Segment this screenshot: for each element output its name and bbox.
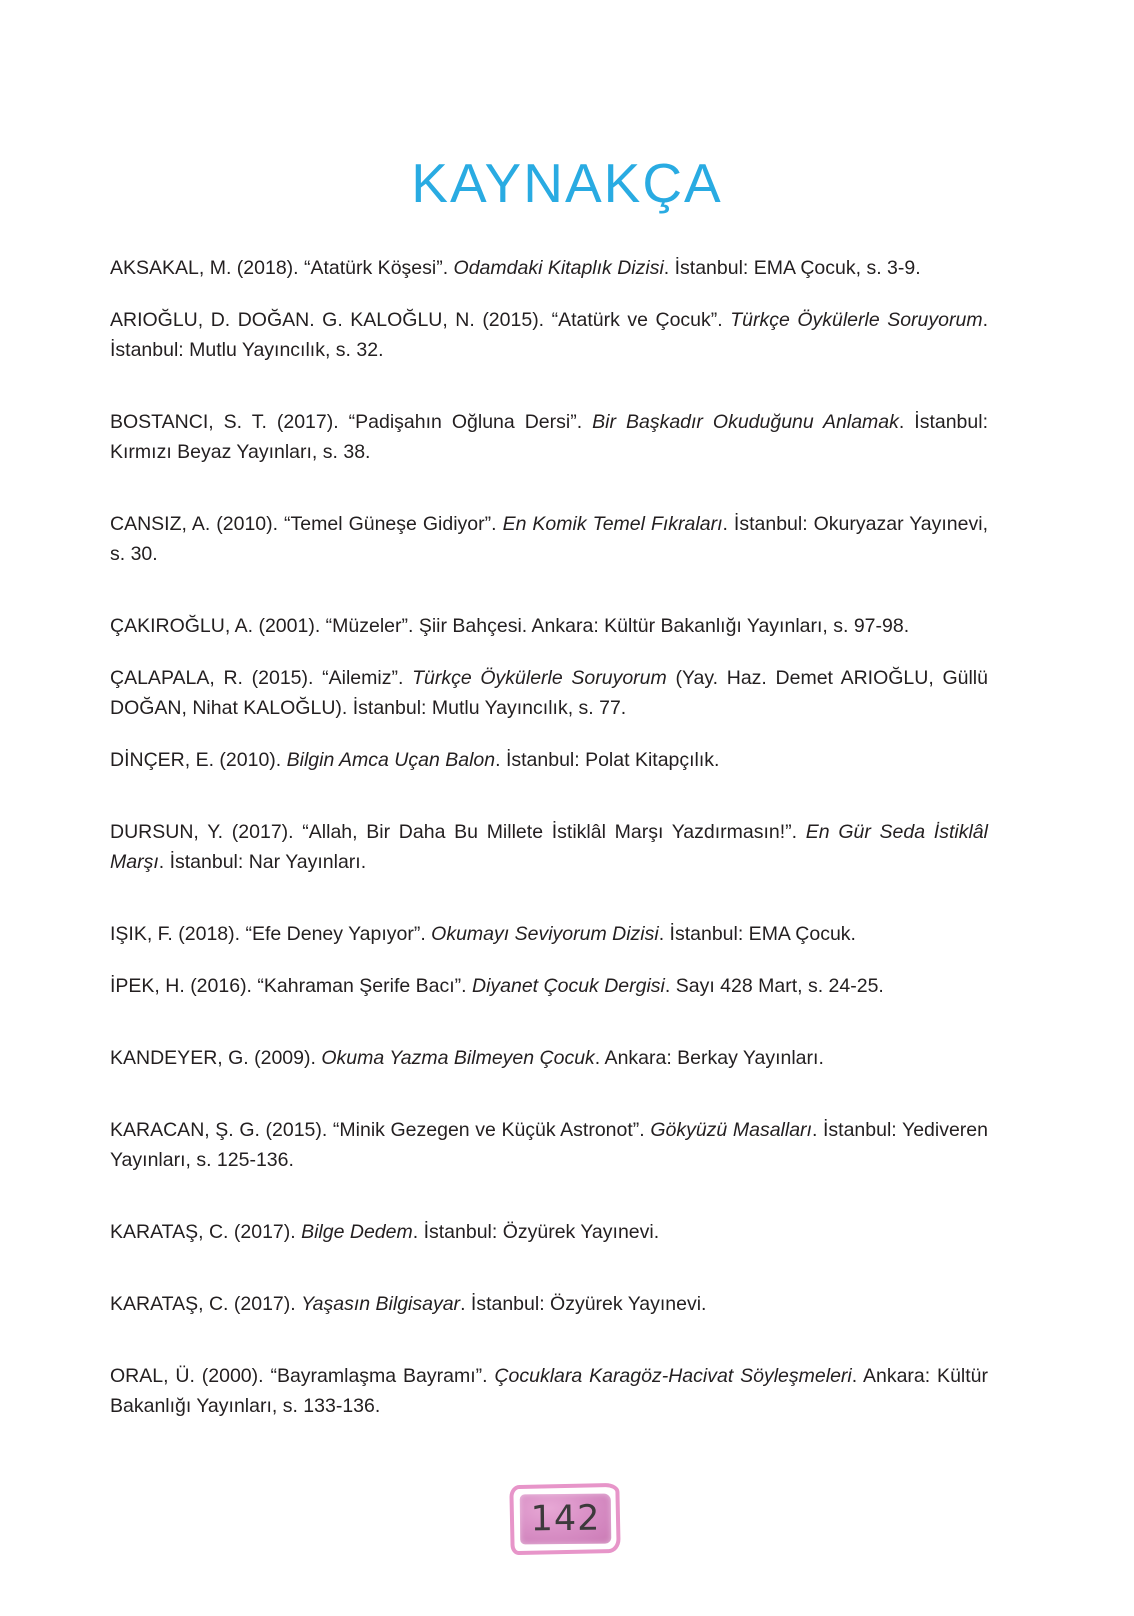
- reference-entry: [110, 971, 988, 1001]
- reference-text: KARATAŞ, C. (2017).: [110, 1293, 302, 1315]
- reference-entry: [110, 1115, 988, 1175]
- reference-entry: [110, 305, 988, 365]
- reference-text: . İstanbul: Nar Yayınları.: [158, 851, 367, 873]
- reference-entry: [110, 1217, 988, 1247]
- reference-text: . İstanbul: EMA Çocuk, s. 3-9.: [663, 257, 921, 279]
- reference-work-title: Okumayı Seviyorum Dizisi: [431, 923, 659, 945]
- reference-entry: [110, 407, 988, 467]
- reference-work-title: Bilgin Amca Uçan Balon: [286, 749, 496, 771]
- reference-entry: [110, 611, 988, 641]
- reference-text: ORAL, Ü. (2000). “Bayramlaşma Bayramı”.: [110, 1365, 495, 1387]
- reference-text: KARATAŞ, C. (2017).: [110, 1221, 302, 1243]
- reference-text: CANSIZ, A. (2010). “Temel Güneşe Gidiyor”.: [110, 513, 503, 535]
- reference-work-title: Gökyüzü Masalları: [650, 1119, 812, 1141]
- reference-work-title: En Gür Seda İstiklâl Marşı: [110, 821, 988, 873]
- reference-work-title: Türkçe Öykülerle Soruyorum: [412, 667, 667, 689]
- reference-text: . Ankara: Berkay Yayınları.: [594, 1047, 824, 1069]
- page-title: KAYNAKÇA: [411, 152, 723, 214]
- reference-work-title: Çocuklara Karagöz-Hacivat Söyleşmeleri: [494, 1365, 852, 1387]
- reference-text: . İstanbul: Özyürek Yayınevi.: [460, 1293, 707, 1315]
- reference-text: . Ankara: Kültür Bakanlığı Yayınları, s. 133-136.: [110, 1365, 988, 1417]
- page-number: 142: [529, 1498, 601, 1539]
- reference-text: BOSTANCI, S. T. (2017). “Padişahın Oğluna Dersi”.: [110, 411, 593, 433]
- reference-entry: [110, 663, 988, 723]
- reference-text: . İstanbul: Mutlu Yayıncılık, s. 32.: [110, 309, 988, 361]
- page-number-fill: [519, 1494, 611, 1545]
- reference-work-title: Bilge Dedem: [301, 1221, 413, 1243]
- reference-work-title: Diyanet Çocuk Dergisi: [471, 975, 665, 997]
- reference-work-title: Yaşasın Bilgisayar: [301, 1293, 461, 1315]
- reference-work-title: Bir Başkadır Okuduğunu Anlamak: [592, 411, 899, 433]
- reference-text: . İstanbul: Özyürek Yayınevi.: [412, 1221, 660, 1243]
- reference-work-title: En Komik Temel Fıkraları: [502, 513, 723, 535]
- reference-entry: [110, 509, 988, 569]
- reference-text: . İstanbul: Okuryazar Yayınevi, s. 30.: [110, 513, 988, 565]
- reference-work-title: Odamdaki Kitaplık Dizisi: [453, 257, 664, 279]
- reference-text: AKSAKAL, M. (2018). “Atatürk Köşesi”.: [110, 257, 454, 279]
- reference-text: . İstanbul: Yediveren Yayınları, s. 125-136.: [110, 1119, 988, 1171]
- reference-text: ÇALAPALA, R. (2015). “Ailemiz”.: [110, 667, 413, 689]
- reference-text: KARACAN, Ş. G. (2015). “Minik Gezegen ve Küçük Astronot”.: [110, 1119, 651, 1141]
- reference-list: [110, 253, 988, 1421]
- reference-text: ÇAKIROĞLU, A. (2001). “Müzeler”. Şiir Bahçesi. Ankara: Kültür Bakanlığı Yayınları, s. 97-98.: [110, 615, 910, 637]
- reference-entry: [110, 1043, 988, 1073]
- reference-text: DİNÇER, E. (2010).: [110, 749, 287, 771]
- reference-text: ARIOĞLU, D. DOĞAN. G. KALOĞLU, N. (2015). “Atatürk ve Çocuk”.: [110, 309, 731, 331]
- reference-work-title: Türkçe Öykülerle Soruyorum: [730, 309, 983, 331]
- reference-text: KANDEYER, G. (2009).: [110, 1047, 322, 1069]
- reference-work-title: Okuma Yazma Bilmeyen Çocuk: [321, 1047, 595, 1069]
- reference-text: (Yay. Haz. Demet ARIOĞLU, Güllü DOĞAN, Nihat KALOĞLU). İstanbul: Mutlu Yayıncılık, s. 77.: [110, 667, 988, 719]
- page-number-badge: [509, 1483, 620, 1555]
- reference-text: . İstanbul: Polat Kitapçılık.: [495, 749, 720, 771]
- reference-entry: [110, 745, 988, 775]
- reference-text: IŞIK, F. (2018). “Efe Deney Yapıyor”.: [110, 923, 432, 945]
- reference-text: İPEK, H. (2016). “Kahraman Şerife Bacı”.: [110, 975, 472, 997]
- reference-entry: [110, 253, 988, 283]
- reference-text: . İstanbul: Kırmızı Beyaz Yayınları, s. 38.: [110, 411, 988, 463]
- reference-entry: [110, 1361, 988, 1421]
- reference-text: . İstanbul: EMA Çocuk.: [658, 923, 856, 945]
- reference-text: DURSUN, Y. (2017). “Allah, Bir Daha Bu Millete İstiklâl Marşı Yazdırmasın!”.: [110, 821, 806, 843]
- reference-entry: [110, 919, 988, 949]
- reference-entry: [110, 817, 988, 877]
- reference-entry: [110, 1289, 988, 1319]
- reference-text: . Sayı 428 Mart, s. 24-25.: [664, 975, 884, 997]
